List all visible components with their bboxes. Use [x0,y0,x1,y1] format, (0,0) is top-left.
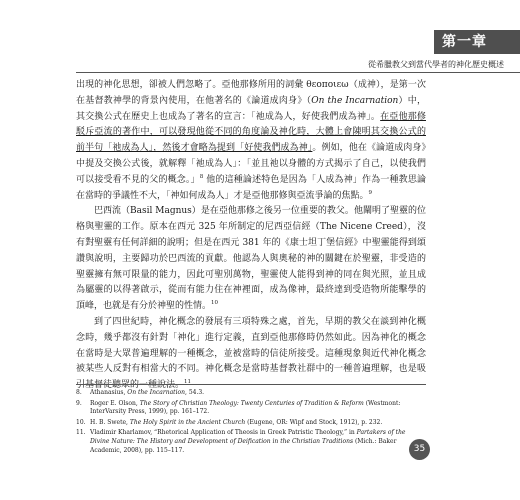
paragraph-2: 巴西流（Basil Magnus）是在亞他那修之後另一位重要的教父。他闡明了聖靈的位格與聖靈的工作。原本在西元 325 年所制定的尼西亞信經（The Nicene Creed），沒有對聖靈有任何詳細的說明；但是在西元 381 年的《康士坦丁堡信經》中聖靈能得到頌讚與說明，主要歸功於巴西流的貢獻。他認為人與奧秘的神的關鍵在於聖靈，非受造的聖靈擁有無可限量的能力，因此可聖別萬物，聖靈使人能得到神的同在與光照，並且成為屬靈的以得著啟示，從而有能力住在神裡面，成為像神，最終達到受造物所能擊學的頂峰，也就是有分於神聖的性情。$^{10}$ [76,206,426,312]
underlined-text: 在亞他那修駁斥亞流的著作中，可以發現他從不同的角度論及神化時，大體上會陳明其交換公式的前半句「祂成為人」，然後才會略為提到「好使我們成為神」 [76,111,426,154]
paragraph-3: 到了四世紀時，神化概念的發展有三項特殊之處，首先，早期的教父在談到神化概念時，幾乎都沒有針對「神化」進行定義，直到亞他那修時仍然如此。因為神化的概念在當時是大眾普遍理解的一種概念，並被當時的信徒所接受。這種現象與近代神化概念被某些人反對有相當大的不同。神化概念是當時基督教社群中的一種普遍理解，也是吸引基督徒聽眾的一種說法。$^{11}$ [76,316,426,391]
footnote-item: 10. H. B. Swete, The Holy Spirit in the Ancient Church (Eugene, OR: Wipf and Stock, 1912), p. 232. [76,418,383,426]
main-text [76,78,426,394]
footnote-ref[interactable]: 9 [368,189,373,196]
footnote-rule [76,384,426,385]
source-title: On the Incarnation [311,95,399,106]
footnote-ref[interactable]: 10 [211,300,219,307]
footnote-item: 9. Roger E. Olson, The Story of Christian Theology: Twenty Centuries of Tradition & Reform (Westmont: InterVarsity Press, 1999), pp. 161–172. [76,399,401,416]
paragraph-1: 出現的神化思想，卻被人們忽略了。亞他那修所用的詞彙 θεοποιεω（成神），是第一次在基督教神學的背景內使用，在他著名的《論道成肉身》（On the Incarnation）中，其交換公式在歷史上也成為了著名的宣言：「祂成為人，好使我們成為神」。在亞他那修駁斥亞流的著作中，可以發現他從不同的角度論及神化時，大體上會陳明其交換公式的前半句「祂成為人」，然後才會略為提到「好使我們成為神」。例如，他在《論道成肉身》中提及交換公式後，就解釋「祂成為人」：「並且祂以身體的方式揭示了自己，以使我們可以接受看不見的父的概念。」$^8$ 他的這種論述特色是因為「人成為神」作為一種教思論在當時的爭議性不大，「神如何成為人」才是亞他那修與亞流爭論的焦點。$^9$ [76,80,426,201]
footnotes [76,389,426,457]
footnote-ref[interactable]: 8 [199,173,204,180]
footnote-item: 8. Athanasius, On the Incarnation, 54.3. [76,389,205,396]
chapter-title: 第一章 [442,34,487,50]
footnote-item: 11. Vladimir Kharlamov, “Rhetorical Application of Theosis in Greek Patristic Theology,” in Partakers of the Divine Nature: The History and Development of Deification in the Christian Traditions (Mich.: Baker Academic, 2008), pp. 115–117. [76,429,406,454]
running-header: 從希臘教父到當代學者的神化歷史概述 [368,60,504,69]
page-number-badge: 35 [409,439,430,460]
header-rule [76,72,520,73]
footnote-ref[interactable]: 11 [184,379,192,386]
